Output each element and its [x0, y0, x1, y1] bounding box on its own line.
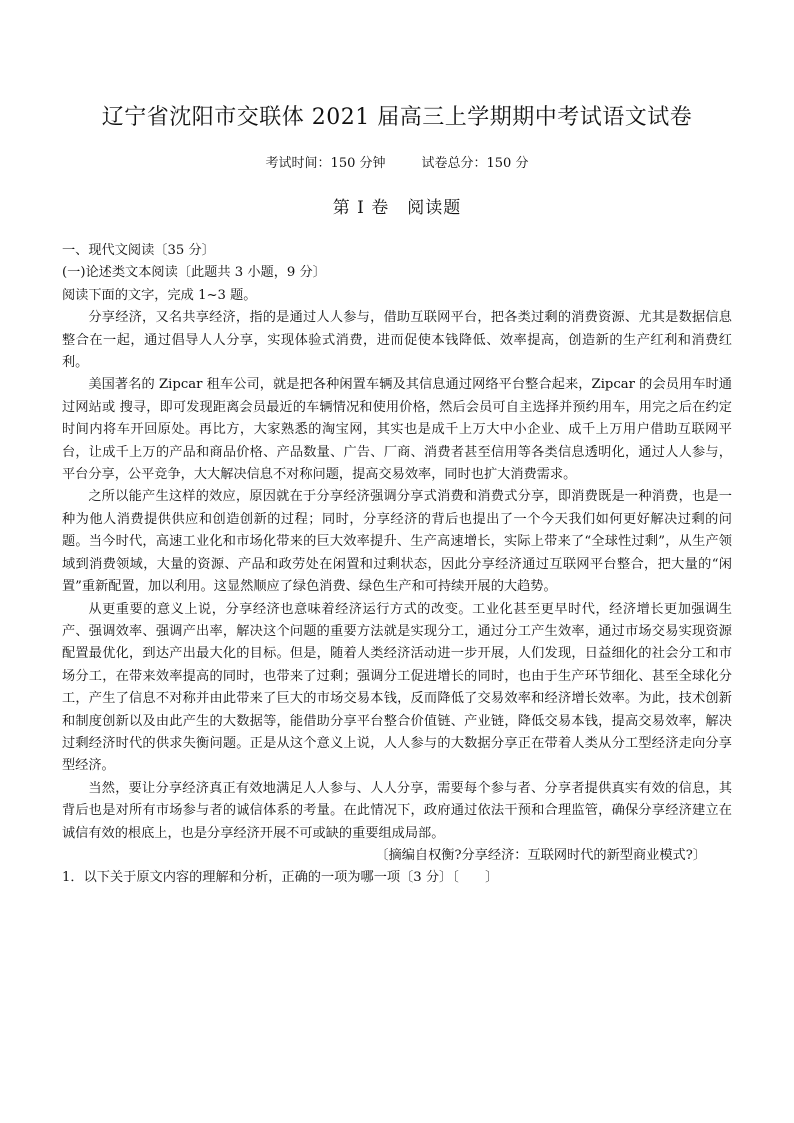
paragraph-5: 当然，要让分享经济真正有效地满足人人参与、人人分享，需要每个参与者、分享者提供真实有效的信息，其背后也是对所有市场参与者的诚信体系的考量。在此情况下，政府通过依法干预和合理监管，确保分享经济建立在诚信有效的根底上，也是分享经济开展不可或缺的重要组成局部。 [62, 780, 732, 841]
exam-meta [0, 152, 794, 171]
total-score: 试卷总分：150 分 [421, 156, 529, 171]
subsection-heading: (一)论述类文本阅读〔此题共 3 小题，9 分〕 [62, 265, 326, 281]
paragraph-1: 分享经济，又名共享经济，指的是通过人人参与，借助互联网平台，把各类过剩的消费资源、尤其是数据信息整合在一起，通过倡导人人分享，实现体验式消费，进而促使本钱降低、效率提高，创造新的生产红利和消费红利。 [62, 310, 732, 371]
reading-instruction: 阅读下面的文字，完成 1~3 题。 [62, 287, 257, 303]
paragraph-2: 美国著名的 Zipcar 租车公司，就是把各种闲置车辆及其信息通过网络平台整合起来，Zipcar 的会员用车时通过网站或 搜寻，即可发现距离会员最近的车辆情况和使用价格，然后会员可自主选择并预约用车，用完之后在约定时间内将车开回原处。再比方，大家熟悉的淘宝网，其实也是成千上万大中小企业、成千上万用户借助互联网平台，让成千上万的产品和商品价格、产品数量、广告、厂商、消费者甚至信用等各类信息透明化，通过人人参与，平台分享，公平竞争，大大解决信息不对称问题，提高交易效率，同时也扩大消费需求。 [62, 377, 732, 483]
section-heading: 一、现代文阅读〔35 分〕 [62, 243, 215, 258]
reading-section [62, 240, 732, 890]
source-note: 〔摘编自权衡?分享经济：互联网时代的新型商业模式?〕 [375, 847, 706, 863]
exam-title: 辽宁省沈阳市交联体 2021 届高三上学期期中考试语文试卷 [101, 105, 693, 130]
paragraph-3: 之所以能产生这样的效应，原因就在于分享经济强调分享式消费和消费式分享，即消费既是一种消费，也是一种为他人消费提供供应和创造创新的过程；同时，分享经济的背后也提出了一个今天我们如何更好解决过剩的问题。当今时代，高速工业化和市场化带来的巨大效率提升、生产高速增长，实际上带来了“全球性过剩”，从生产领域到消费领域，大量的资源、产品和政劳处在闲置和过剩状态，因此分享经济通过互联网平台整合，把大量的“闲置”重新配置，加以利用。这显然顺应了绿色消费、绿色生产和可持续开展的大趋势。 [62, 489, 732, 595]
question-1: 1．以下关于原文内容的理解和分析，正确的一项为哪一项〔3 分〕〔 〕 [62, 870, 499, 886]
volume-title: 第 I 卷 阅读题 [332, 198, 462, 218]
paragraph-4: 从更重要的意义上说，分享经济也意味着经济运行方式的改变。工业化甚至更早时代，经济增长更加强调生产、强调效率、强调产出率，解决这个问题的重要方法就是实现分工，通过分工产生效率，通过市场交易实现资源配置最优化，到达产出最大化的目标。但是，随着人类经济活动进一步开展，人们发现，日益细化的社会分工和市场分工，在带来效率提高的同时，也带来了过剩；强调分工促进增长的同时，也由于生产环节细化、甚至全球化分工，产生了信息不对称并由此带来了巨大的市场交易本钱，反而降低了交易效率和经济增长效率。为此，技术创新和制度创新以及由此产生的大数据等，能借助分享平台整合价值链、产业链，降低交易本钱，提高交易效率，解决过剩经济时代的供求失衡问题。正是从这个意义上说，人人参与的大数据分享正在带着人类从分工型经济走向分享型经济。 [62, 601, 732, 774]
exam-time: 考试时间：150 分钟 [265, 156, 386, 171]
